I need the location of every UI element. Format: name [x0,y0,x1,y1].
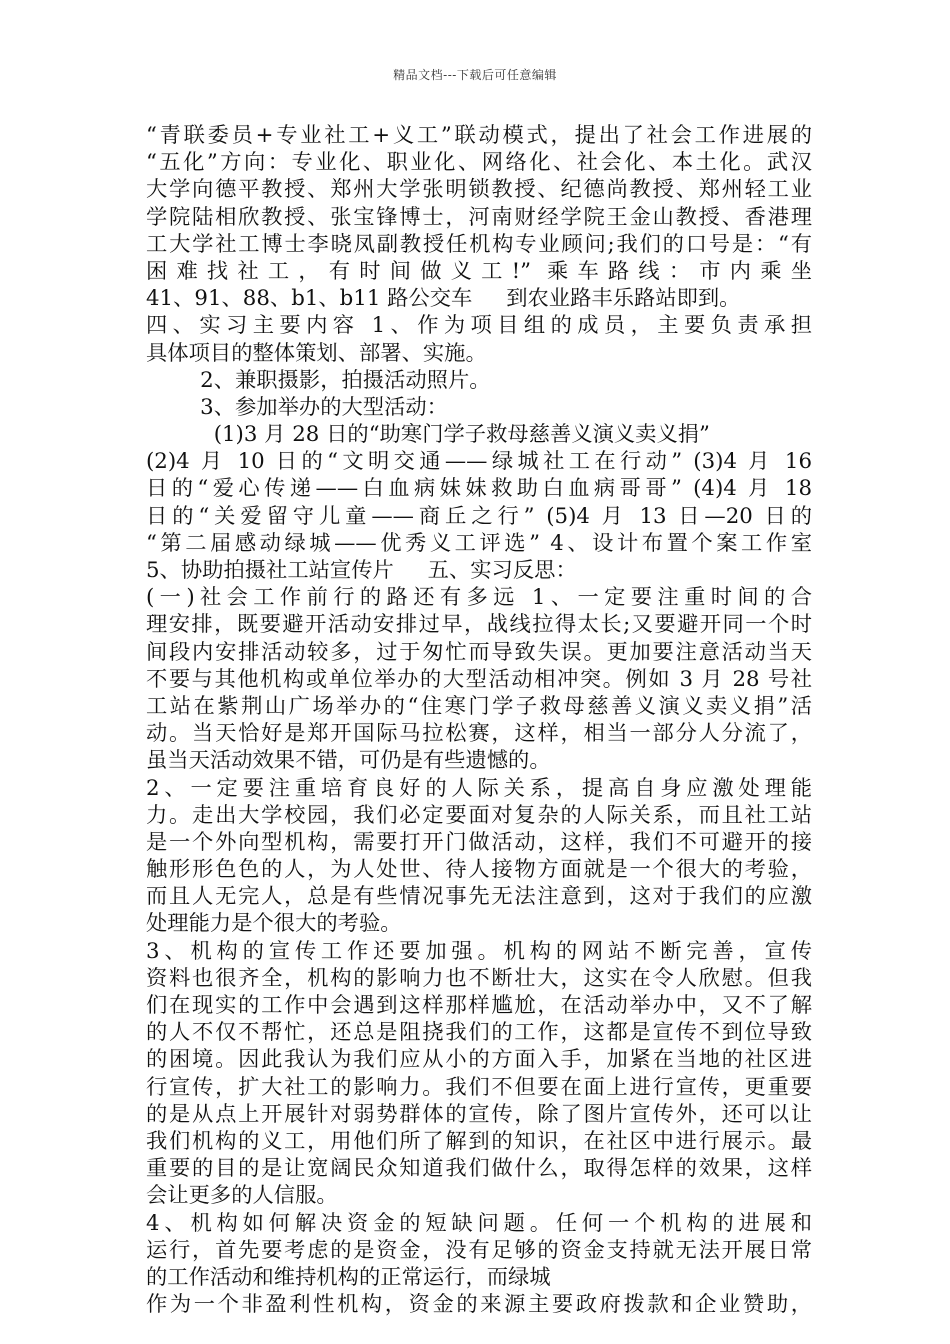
text-line: 们在现实的工作中会遇到这样那样尴尬，在活动举办中，又不了解 [146,993,812,1018]
text-line: “青联委员+专业社工+义工”联动模式，提出了社会工作进展的 [146,123,812,148]
text-line: 的是从点上开展针对弱势群体的宣传，除了图片宣传外，还可以让 [146,1101,812,1127]
text-line: 四、实习主要内容 1、作为项目组的成员，主要负责承担 [146,313,812,339]
text-line: 工站在紫荆山广场举办的“住寒门学子救母慈善义演义卖义捐”活 [146,693,812,719]
text-line: 大学向德平教授、郑州大学张明锁教授、纪德尚教授、郑州轻工业 [146,177,812,203]
text-line: 的人不仅不帮忙，还总是阻挠我们的工作，这都是宣传不到位导致 [146,1020,812,1046]
text-line: 理安排，既要避开活动安排过早，战线拉得太长;又要避开同一个时 [146,612,812,638]
text-line: 5、协助拍摄社工站宣传片 五、实习反思： [146,558,577,583]
text-line: 行宣传，扩大社工的影响力。我们不但要在面上进行宣传，更重要 [146,1074,812,1100]
text-line: 我们机构的义工，用他们所了解到的知识，在社区中进行展示。最 [146,1128,812,1154]
text-line: 2、兼职摄影，拍摄活动照片。 [146,367,491,393]
text-line: 力。走出大学校园，我们必定要面对复杂的人际关系，而且社工站 [146,802,812,828]
text-line: 2、一定要注重培育良好的人际关系，提高自身应激处理能 [146,775,812,801]
text-line: 工大学社工博士李晓凤副教授任机构专业顾问;我们的口号是：“有 [146,231,812,257]
text-line: 而且人无完人，总是有些情况事先无法注意到，这对于我们的应激 [146,884,812,910]
document-body [146,122,812,1318]
text-line: 3、机构的宣传工作还要加强。机构的网站不断完善，宣传 [146,938,812,964]
page-header: 精品文档---下载后可任意编辑 [393,68,557,82]
text-line: “五化”方向：专业化、职业化、网络化、社会化、本土化。武汉 [146,150,812,176]
text-line: 具体项目的整体策划、部署、实施。 [146,340,487,366]
text-line: (2)4 月 10 日的“文明交通——绿城社工在行动” (3)4 月 16 [146,449,812,475]
text-line: “第二届感动绿城——优秀义工评选” 4、设计布置个案工作室 [146,530,812,556]
text-line: 41、91、88、b1、b11 路公交车 到农业路丰乐路站即到。 [146,286,741,312]
text-line: 处理能力是个很大的考验。 [146,911,402,937]
text-line: 触形形色色的人，为人处世、待人接物方面就是一个很大的考验， [146,857,812,883]
text-line: 间段内安排活动较多，过于匆忙而导致失误。更加要注意活动当天 [146,639,812,665]
text-line: 重要的目的是让宽阔民众知道我们做什么，取得怎样的效果，这样 [146,1156,812,1182]
text-line: (一)社会工作前行的路还有多远 1、一定要注重时间的合 [146,585,812,611]
text-line: (1)3 月 28 日的“助寒门学子救母慈善义演义卖义捐” [146,422,710,448]
text-line: 的困境。因此我认为我们应从小的方面入手，加紧在当地的社区进 [146,1047,812,1073]
text-line: 学院陆相欣教授、张宝锋博士，河南财经学院王金山教授、香港理 [146,204,812,230]
text-line: 是一个外向型机构，需要打开门做活动，这样，我们不可避开的接 [146,829,812,855]
text-line: 的工作活动和维持机构的正常运行，而绿城 [146,1264,551,1290]
text-line: 会让更多的人信服。 [146,1183,338,1209]
text-line: 资料也很齐全，机构的影响力也不断壮大，这实在令人欣慰。但我 [146,965,812,991]
text-line: 日的“爱心传递——白血病妹妹救助白血病哥哥” (4)4 月 18 [146,476,812,502]
text-line: 日的“关爱留守儿童——商丘之行” (5)4 月 13 日—20 日的 [146,503,812,529]
text-line: 作为一个非盈利性机构，资金的来源主要政府拨款和企业赞助， [146,1292,812,1318]
text-line: 困难找社工，有时间做义工!” 乘车路线：市内乘坐 [146,258,812,284]
text-line: 3、参加举办的大型活动： [146,394,448,420]
text-line: 动。当天恰好是郑开国际马拉松赛，这样，相当一部分人分流了， [146,721,812,747]
text-line: 运行，首先要考虑的是资金，没有足够的资金支持就无法开展日常 [146,1237,812,1263]
text-line: 虽当天活动效果不错，可仍是有些遗憾的。 [146,748,551,774]
text-line: 4、机构如何解决资金的短缺问题。任何一个机构的进展和 [146,1210,812,1236]
text-line: 不要与其他机构或单位举办的大型活动相冲突。例如 3 月 28 号社 [146,666,812,692]
